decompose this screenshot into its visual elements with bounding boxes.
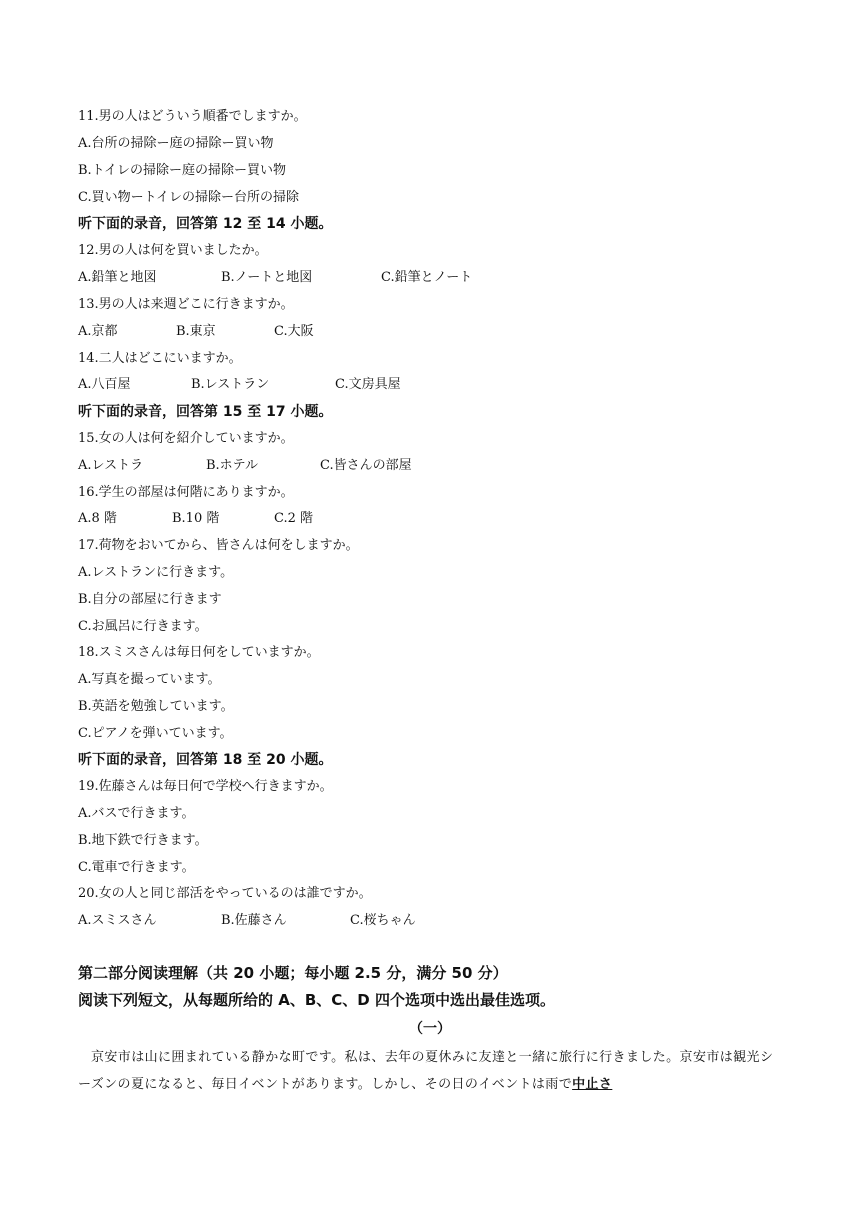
option-12a: A.鉛筆と地図	[78, 270, 157, 285]
options-20	[78, 912, 416, 930]
option-17a: A.レストランに行きます。	[78, 565, 234, 580]
options-12	[78, 269, 472, 287]
option-14a: A.八百屋	[78, 377, 131, 392]
option-13b: B.東京	[176, 324, 216, 339]
option-16c: C.2 階	[274, 511, 314, 526]
option-17b: B.自分の部屋に行きます	[78, 592, 222, 607]
part2-instruction: 阅读下列短文，从每题所给的 A、B、C、D 四个选项中选出最佳选项。	[78, 991, 555, 1009]
option-13a: A.京都	[78, 324, 118, 339]
options-14	[78, 376, 401, 394]
question-19: 19.佐藤さんは毎日何で学校へ行きますか。	[78, 779, 333, 794]
option-19a: A.バスで行きます。	[78, 806, 195, 821]
question-16: 16.学生の部屋は何階にありますか。	[78, 485, 294, 500]
question-15: 15.女の人は何を紹介していますか。	[78, 431, 294, 446]
option-19b: B.地下鉄で行きます。	[78, 833, 208, 848]
option-17c: C.お風呂に行きます。	[78, 619, 208, 634]
option-16a: A.8 階	[78, 511, 117, 526]
option-12b: B.ノートと地図	[221, 270, 313, 285]
option-18a: A.写真を撮っています。	[78, 672, 221, 687]
option-11c: C.買い物ートイレの掃除ー台所の掃除	[78, 190, 299, 205]
option-13c: C.大阪	[274, 324, 314, 339]
underlined-phrase: 中止さ	[572, 1077, 613, 1092]
question-11: 11.男の人はどういう順番でしますか。	[78, 109, 307, 124]
option-11a: A.台所の掃除ー庭の掃除ー買い物	[78, 136, 274, 151]
question-12: 12.男の人は何を買いましたか。	[78, 243, 268, 258]
option-20a: A.スミスさん	[78, 913, 157, 928]
question-17: 17.荷物をおいてから、皆さんは何をしますか。	[78, 538, 359, 553]
passage-text: 京安市は山に囲まれている静かな町です。私は、去年の夏休みに友達と一緒に旅行に行きました。京安市は観光シーズンの夏になると、毎日イベントがあります。しかし、その日のイベントは雨で	[78, 1050, 774, 1092]
options-13	[78, 323, 314, 341]
passage-number: （一）	[409, 1021, 451, 1037]
passage-paragraph	[78, 1044, 784, 1098]
option-11b: B.トイレの掃除ー庭の掃除ー買い物	[78, 163, 287, 178]
option-20b: B.佐藤さん	[221, 913, 287, 928]
option-19c: C.電車で行きます。	[78, 860, 195, 875]
option-15a: A.レストラ	[78, 458, 144, 473]
option-20c: C.桜ちゃん	[350, 913, 416, 928]
question-20: 20.女の人と同じ部活をやっているのは誰ですか。	[78, 886, 372, 901]
options-16	[78, 510, 313, 528]
option-14c: C.文房具屋	[335, 377, 401, 392]
option-18c: C.ピアノを弾いています。	[78, 726, 233, 741]
section-heading-12-14: 听下面的录音，回答第 12 至 14 小题。	[78, 216, 333, 232]
question-13: 13.男の人は来週どこに行きますか。	[78, 297, 294, 312]
option-15b: B.ホテル	[206, 458, 259, 473]
section-heading-15-17: 听下面的录音，回答第 15 至 17 小题。	[78, 404, 333, 420]
question-18: 18.スミスさんは毎日何をしていますか。	[78, 645, 320, 660]
section-heading-18-20: 听下面的录音，回答第 18 至 20 小题。	[78, 752, 333, 768]
option-14b: B.レストラン	[191, 377, 270, 392]
option-18b: B.英語を勉強しています。	[78, 699, 234, 714]
part2-title: 第二部分阅读理解（共 20 小题；每小题 2.5 分，满分 50 分）	[78, 964, 508, 982]
option-16b: B.10 階	[172, 511, 220, 526]
question-14: 14.二人はどこにいますか。	[78, 351, 242, 366]
option-12c: C.鉛筆とノート	[381, 270, 473, 285]
options-15	[78, 457, 412, 475]
option-15c: C.皆さんの部屋	[320, 458, 412, 473]
